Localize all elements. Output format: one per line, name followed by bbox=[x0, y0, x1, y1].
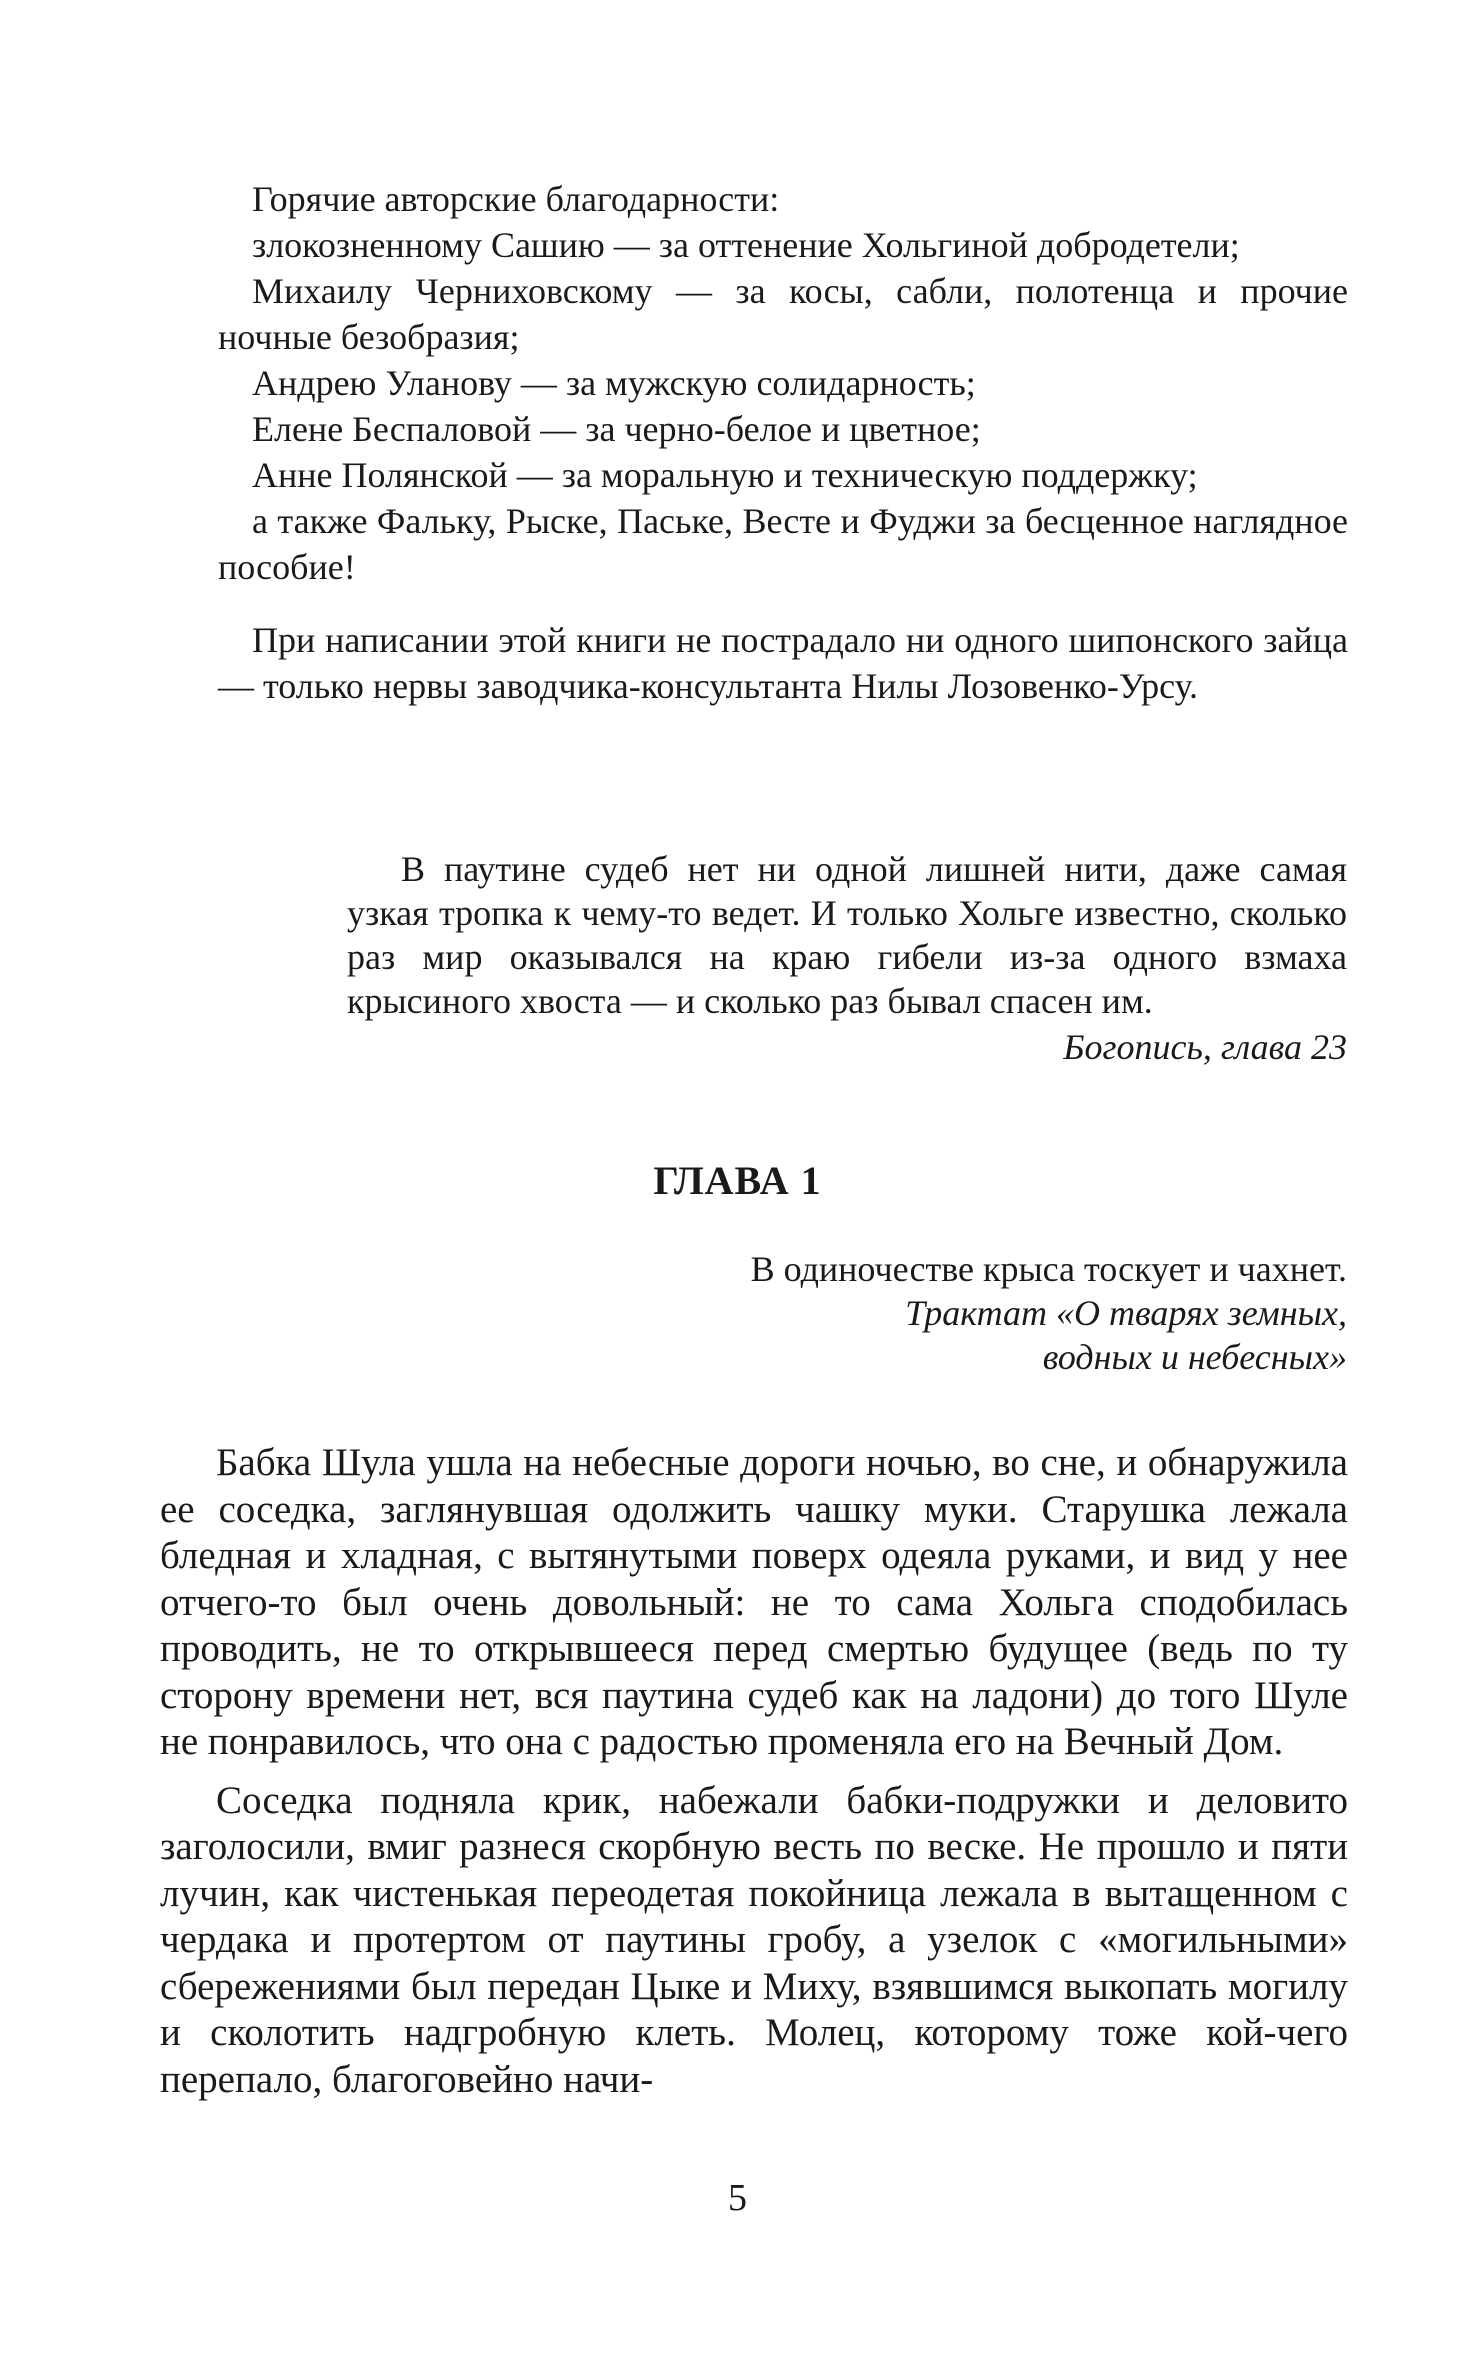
acknowledgement-note bbox=[218, 617, 1348, 709]
page-number: 5 bbox=[728, 2177, 747, 2219]
acknowledgements bbox=[218, 176, 1348, 590]
acknowledgement-line: Анне Полянской — за моральную и техническую поддержку; bbox=[252, 455, 1198, 495]
chapter-epigraph bbox=[447, 1247, 1347, 1379]
chapter-epigraph-source-line-1: Трактат «О тварях земных, bbox=[905, 1293, 1347, 1333]
acknowledgement-line: Горячие авторские благодарности: bbox=[252, 179, 780, 219]
acknowledgement-line: Елене Беспаловой — за черно-белое и цветное; bbox=[252, 409, 981, 449]
book-epigraph bbox=[347, 847, 1347, 1069]
chapter-epigraph-source-line-2: водных и небесных» bbox=[1042, 1337, 1347, 1377]
body-paragraph: Бабка Шула ушла на небесные дороги ночью, во сне, и обнаружила ее соседка, заглянувшая одолжить чашку муки. Старушка лежала бледная и хладная, с вытянутыми поверх одеяла руками, и вид у нее отчего-то был очень довольный: не то сама Хольга сподобилась проводить, не то открывшееся перед смертью будущее (ведь по ту сторону времени нет, вся паутина судеб как на ладони) до того Шуле не понравилось, что она с радостью променяла его на Вечный Дом. bbox=[160, 1441, 1348, 1763]
acknowledgement-line: Андрею Уланову — за мужскую солидарность; bbox=[252, 363, 976, 403]
epigraph-text: В паутине судеб нет ни одной лишней нити, даже самая узкая тропка к чему-то ведет. И только Хольге известно, сколько раз мир оказывался на краю гибели из-за одного взмаха крысиного хвоста — и сколько раз бывал спасен им. bbox=[347, 849, 1347, 1021]
body-paragraph: Соседка подняла крик, набежали бабки-подружки и деловито заголосили, вмиг разнеся скорбную весть по веске. Не прошло и пяти лучин, как чистенькая переодетая покойница лежала в вытащенном с чердака и протертом от паутины гробу, а узелок с «могильными» сбережениями был передан Цыке и Миху, взявшимся выкопать могилу и сколотить надгробную клеть. Молец, которому тоже кой-чего перепало, благоговейно начи- bbox=[160, 1778, 1348, 2101]
acknowledgement-line: злокозненному Сашию — за оттенение Хольгиной добродетели; bbox=[252, 225, 1240, 265]
chapter-body bbox=[160, 1440, 1348, 2115]
acknowledgement-note-text: При написании этой книги не пострадало ни одного шипонского зайца — только нервы заводчика-консультанта Нилы Лозовенко-Урсу. bbox=[218, 620, 1348, 706]
acknowledgement-line: а также Фальку, Рыске, Паське, Весте и Фуджи за бесценное наглядное пособие! bbox=[218, 501, 1348, 587]
chapter-epigraph-text: В одиночестве крыса тоскует и чахнет. bbox=[750, 1249, 1347, 1289]
acknowledgement-line: Михаилу Черниховскому — за косы, сабли, полотенца и прочие ночные безобразия; bbox=[218, 271, 1348, 357]
chapter-title: ГЛАВА 1 bbox=[653, 1158, 822, 1203]
epigraph-source: Богопись, глава 23 bbox=[1063, 1027, 1347, 1067]
